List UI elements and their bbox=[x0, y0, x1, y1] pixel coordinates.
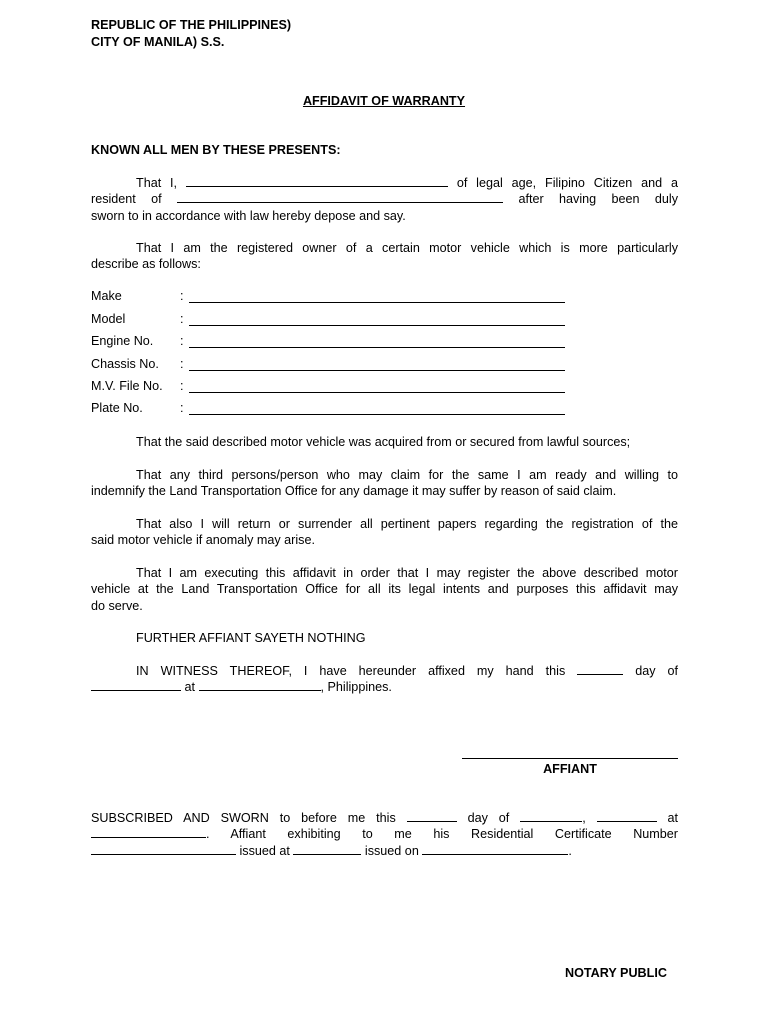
paragraph-identity-line-1: That I, of legal age, Filipino Citizen and a bbox=[136, 176, 679, 190]
field-label-engine: Engine No. bbox=[91, 334, 154, 348]
paragraph-ownership: That I am the registered owner of a certain motor vehicle which is more particularly describe as follows: bbox=[91, 241, 678, 272]
header-line-2: CITY OF MANILA) S.S. bbox=[91, 35, 225, 49]
field-label-plate: Plate No. bbox=[91, 401, 143, 415]
field-label-model: Model bbox=[91, 312, 126, 326]
jurat-year-blank[interactable] bbox=[597, 810, 657, 822]
paragraph-further-affiant: FURTHER AFFIANT SAYETH NOTHING bbox=[136, 631, 366, 645]
paragraph-surrender: That also I will return or surrender all pertinent papers regarding the registration of the said motor vehicle if anomaly may arise. bbox=[91, 517, 678, 548]
affiant-label: AFFIANT bbox=[543, 762, 597, 776]
name-blank[interactable] bbox=[186, 175, 448, 187]
field-label-mv-file: M.V. File No. bbox=[91, 379, 163, 393]
jurat-month-blank[interactable] bbox=[520, 810, 582, 822]
salutation: KNOWN ALL MEN BY THESE PRESENTS: bbox=[91, 143, 341, 157]
notary-public-label: NOTARY PUBLIC bbox=[565, 966, 667, 980]
paragraph-indemnify: That any third persons/person who may claim for the same I am ready and willing to indemnify the Land Transportation Office for any damage it may suffer by reason of said claim. bbox=[91, 468, 678, 499]
paragraph-identity-line-3: sworn to in accordance with law hereby depose and say. bbox=[91, 208, 406, 223]
jurat-issued-on-blank[interactable] bbox=[422, 843, 568, 855]
field-line-model[interactable] bbox=[189, 312, 565, 326]
affiant-signature-line[interactable] bbox=[462, 745, 678, 759]
field-line-engine[interactable] bbox=[189, 334, 565, 348]
field-line-chassis[interactable] bbox=[189, 357, 565, 371]
field-line-make[interactable] bbox=[189, 289, 565, 303]
witness-day-blank[interactable] bbox=[577, 663, 623, 675]
paragraph-witness: IN WITNESS THEREOF, I have hereunder affixed my hand this day of at , Philippines. bbox=[91, 663, 678, 696]
paragraph-identity-line-2: resident of after having been duly bbox=[91, 192, 678, 207]
field-line-plate[interactable] bbox=[189, 401, 565, 415]
jurat-certificate-blank[interactable] bbox=[91, 843, 236, 855]
vehicle-details: Make : Model : Engine No. : Chassis No. : M.V. File No. : Plate No. : bbox=[0, 289, 768, 423]
document-title: AFFIDAVIT OF WARRANTY bbox=[302, 94, 466, 108]
jurat-issued-at-blank[interactable] bbox=[293, 843, 361, 855]
field-label-chassis: Chassis No. bbox=[91, 357, 159, 371]
paragraph-identity bbox=[91, 175, 678, 224]
paragraph-purpose: That I am executing this affidavit in order that I may register the above described motor vehicle at the Land Transportation Office for all its legal intents and purposes this affidavit may do serve. bbox=[91, 566, 678, 613]
header-line-1: REPUBLIC OF THE PHILIPPINES) bbox=[91, 18, 292, 32]
field-line-mv-file[interactable] bbox=[189, 379, 565, 393]
jurat: SUBSCRIBED AND SWORN to before me this day of , at . Affiant exhibiting to me his Residential Certificate Number issued at issued on . bbox=[91, 811, 679, 858]
paragraph-lawful-sources: That the said described motor vehicle was acquired from or secured from lawful sources; bbox=[136, 435, 631, 449]
residence-blank[interactable] bbox=[177, 191, 503, 203]
witness-month-blank[interactable] bbox=[91, 679, 181, 691]
witness-place-blank[interactable] bbox=[199, 679, 321, 691]
jurat-place-blank[interactable] bbox=[91, 826, 206, 838]
jurat-day-blank[interactable] bbox=[407, 810, 457, 822]
field-label-make: Make bbox=[91, 289, 122, 303]
